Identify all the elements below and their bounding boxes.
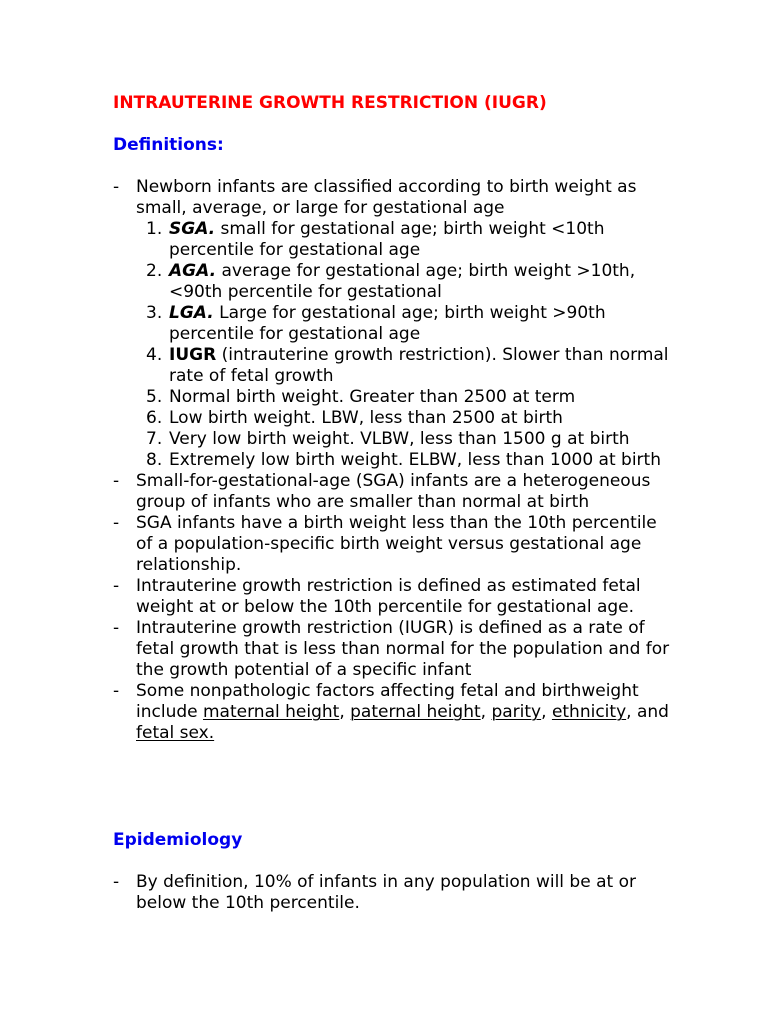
item-text: small for gestational age; birth weight <10th percentile for gestational age [169, 219, 605, 260]
item-text: Extremely low birth weight. ELBW, less than 1000 at birth [169, 450, 661, 470]
bullet-marker: - [113, 872, 120, 892]
separator: , [339, 702, 351, 722]
parity-term: parity [491, 702, 542, 722]
bullet-marker: - [113, 471, 120, 491]
definitions-bullet-list [113, 177, 673, 744]
item-number: 3. [146, 303, 163, 323]
maternal-height-term: maternal height [203, 702, 340, 722]
bullet-text: Intrauterine growth restriction (IUGR) is defined as a rate of fetal growth that is less than normal for the population and for the growth potential of a specific infant [136, 618, 670, 680]
bullet-item [113, 681, 673, 744]
list-item [136, 429, 673, 450]
bullet-marker: - [113, 576, 120, 596]
item-term: IUGR [169, 345, 217, 365]
item-number: 7. [146, 429, 163, 449]
item-text: Very low birth weight. VLBW, less than 1500 g at birth [169, 429, 630, 449]
bullet-marker: - [113, 177, 120, 197]
list-item [136, 345, 673, 387]
item-term: SGA. [169, 219, 216, 239]
item-term: LGA. [169, 303, 214, 323]
bullet-text: SGA infants have a birth weight less than the 10th percentile of a population-specific birth weight versus gestational age relationship. [136, 513, 657, 575]
epidemiology-heading: Epidemiology [113, 830, 243, 850]
item-term: AGA. [169, 261, 217, 281]
item-text: Low birth weight. LBW, less than 2500 at birth [169, 408, 563, 428]
item-number: 4. [146, 345, 163, 365]
list-item [136, 387, 673, 408]
bullet-marker: - [113, 681, 120, 701]
item-number: 1. [146, 219, 163, 239]
bullet-item [113, 618, 673, 681]
item-number: 5. [146, 387, 163, 407]
bullet-item [113, 177, 673, 471]
list-item [136, 219, 673, 261]
paternal-height-term: paternal height [350, 702, 481, 722]
separator: , [541, 702, 552, 722]
bullet-item [113, 576, 673, 618]
bullet-text: Newborn infants are classified according to birth weight as small, average, or large for gestational age [136, 177, 637, 218]
list-item [136, 450, 673, 471]
item-number: 2. [146, 261, 163, 281]
separator: , and [626, 702, 669, 722]
list-item [136, 303, 673, 345]
classification-list [136, 219, 673, 471]
epidemiology-bullet-list [113, 872, 673, 914]
definitions-heading: Definitions: [113, 135, 224, 155]
bullet-text: Small-for-gestational-age (SGA) infants are a heterogeneous group of infants who are smaller than normal at birth [136, 471, 651, 512]
bullet-marker: - [113, 513, 120, 533]
bullet-text: By definition, 10% of infants in any population will be at or below the 10th percentile. [136, 872, 636, 913]
item-text: average for gestational age; birth weight >10th, <90th percentile for gestational [169, 261, 636, 302]
list-item [136, 408, 673, 429]
ethnicity-term: ethnicity [551, 702, 627, 722]
bullet-text: Intrauterine growth restriction is defined as estimated fetal weight at or below the 10th percentile for gestational age. [136, 576, 641, 617]
item-text: Large for gestational age; birth weight >90th percentile for gestational age [169, 303, 606, 344]
separator: , [480, 702, 492, 722]
list-item [136, 261, 673, 303]
bullet-item [113, 872, 673, 914]
fetal-sex-term: fetal sex. [136, 723, 215, 743]
factors-text: Some nonpathologic factors affecting fetal and birthweight include [136, 681, 639, 722]
bullet-marker: - [113, 618, 120, 638]
item-text: (intrauterine growth restriction). Slower than normal rate of fetal growth [169, 345, 669, 386]
item-text: Normal birth weight. Greater than 2500 at term [169, 387, 576, 407]
document-title: INTRAUTERINE GROWTH RESTRICTION (IUGR) [113, 93, 547, 113]
item-number: 6. [146, 408, 163, 428]
bullet-item [113, 513, 673, 576]
item-number: 8. [146, 450, 163, 470]
bullet-item [113, 471, 673, 513]
